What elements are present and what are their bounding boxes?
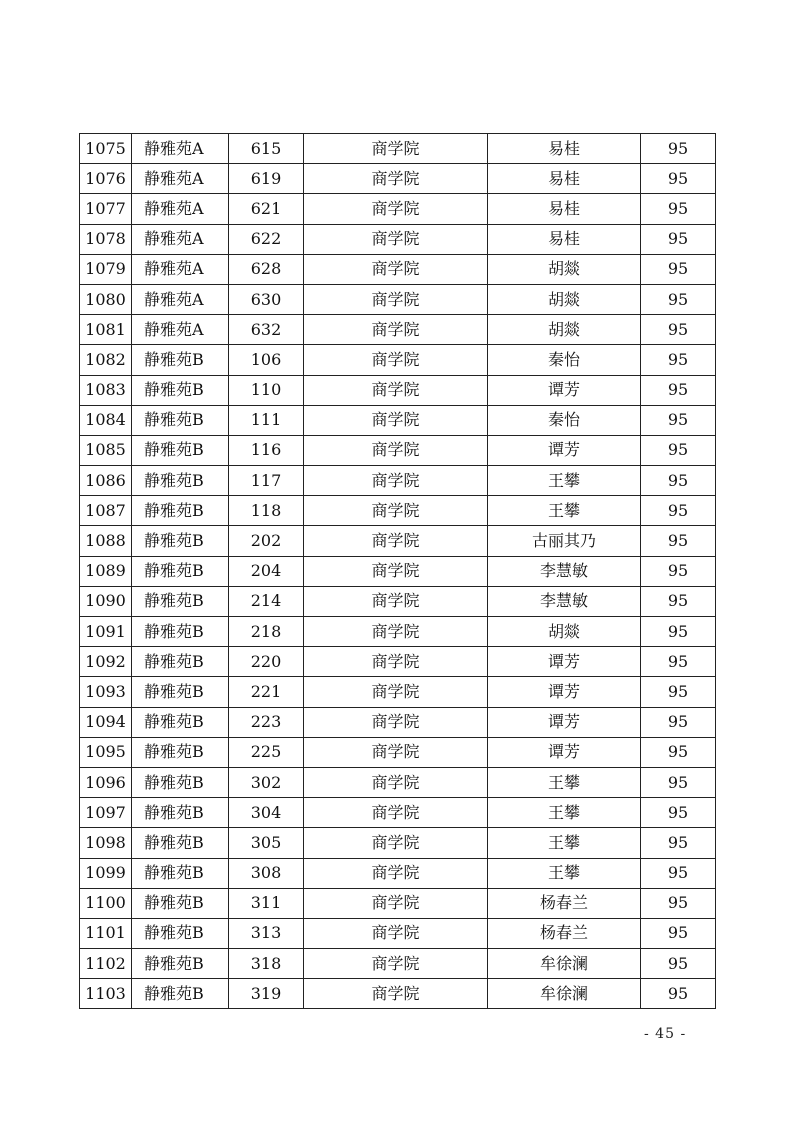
table-row xyxy=(80,617,716,647)
table-row xyxy=(80,134,716,164)
building-cell: 静雅苑B xyxy=(132,466,229,496)
building-cell: 静雅苑B xyxy=(132,737,229,767)
person-in-charge-cell: 胡燚 xyxy=(488,254,641,284)
college-cell: 商学院 xyxy=(304,918,488,948)
college-cell: 商学院 xyxy=(304,466,488,496)
building-cell: 静雅苑B xyxy=(132,677,229,707)
table-row xyxy=(80,888,716,918)
room-number-cell: 220 xyxy=(229,647,304,677)
row-number-cell: 1081 xyxy=(80,315,132,345)
table-body xyxy=(80,134,716,1009)
building-cell: 静雅苑B xyxy=(132,586,229,616)
building-cell: 静雅苑B xyxy=(132,888,229,918)
room-number-cell: 202 xyxy=(229,526,304,556)
score-cell: 95 xyxy=(641,496,716,526)
row-number-cell: 1088 xyxy=(80,526,132,556)
college-cell: 商学院 xyxy=(304,979,488,1009)
person-in-charge-cell: 牟徐澜 xyxy=(488,949,641,979)
score-cell: 95 xyxy=(641,707,716,737)
table-row xyxy=(80,798,716,828)
college-cell: 商学院 xyxy=(304,435,488,465)
room-number-cell: 305 xyxy=(229,828,304,858)
room-number-cell: 116 xyxy=(229,435,304,465)
table-row xyxy=(80,315,716,345)
room-number-cell: 111 xyxy=(229,405,304,435)
table-row xyxy=(80,677,716,707)
college-cell: 商学院 xyxy=(304,315,488,345)
score-cell: 95 xyxy=(641,405,716,435)
score-cell: 95 xyxy=(641,949,716,979)
row-number-cell: 1084 xyxy=(80,405,132,435)
college-cell: 商学院 xyxy=(304,798,488,828)
row-number-cell: 1083 xyxy=(80,375,132,405)
table-row xyxy=(80,284,716,314)
college-cell: 商学院 xyxy=(304,556,488,586)
person-in-charge-cell: 谭芳 xyxy=(488,375,641,405)
table-row xyxy=(80,647,716,677)
person-in-charge-cell: 秦怡 xyxy=(488,405,641,435)
table-row xyxy=(80,949,716,979)
room-number-cell: 117 xyxy=(229,466,304,496)
score-cell: 95 xyxy=(641,134,716,164)
table-row xyxy=(80,918,716,948)
college-cell: 商学院 xyxy=(304,224,488,254)
room-number-cell: 318 xyxy=(229,949,304,979)
building-cell: 静雅苑B xyxy=(132,496,229,526)
row-number-cell: 1101 xyxy=(80,918,132,948)
room-number-cell: 302 xyxy=(229,767,304,797)
room-number-cell: 110 xyxy=(229,375,304,405)
person-in-charge-cell: 谭芳 xyxy=(488,677,641,707)
table-row xyxy=(80,586,716,616)
room-number-cell: 308 xyxy=(229,858,304,888)
college-cell: 商学院 xyxy=(304,737,488,767)
table-row xyxy=(80,526,716,556)
table-row xyxy=(80,858,716,888)
building-cell: 静雅苑B xyxy=(132,798,229,828)
row-number-cell: 1091 xyxy=(80,617,132,647)
college-cell: 商学院 xyxy=(304,586,488,616)
person-in-charge-cell: 谭芳 xyxy=(488,737,641,767)
person-in-charge-cell: 胡燚 xyxy=(488,315,641,345)
person-in-charge-cell: 王攀 xyxy=(488,767,641,797)
table-row xyxy=(80,828,716,858)
building-cell: 静雅苑B xyxy=(132,435,229,465)
person-in-charge-cell: 李慧敏 xyxy=(488,586,641,616)
building-cell: 静雅苑B xyxy=(132,345,229,375)
college-cell: 商学院 xyxy=(304,284,488,314)
score-cell: 95 xyxy=(641,435,716,465)
table-row xyxy=(80,164,716,194)
table-row xyxy=(80,556,716,586)
college-cell: 商学院 xyxy=(304,134,488,164)
table-row xyxy=(80,194,716,224)
row-number-cell: 1094 xyxy=(80,707,132,737)
row-number-cell: 1087 xyxy=(80,496,132,526)
building-cell: 静雅苑B xyxy=(132,556,229,586)
college-cell: 商学院 xyxy=(304,526,488,556)
score-cell: 95 xyxy=(641,858,716,888)
building-cell: 静雅苑A xyxy=(132,284,229,314)
table-row xyxy=(80,345,716,375)
row-number-cell: 1079 xyxy=(80,254,132,284)
building-cell: 静雅苑B xyxy=(132,707,229,737)
room-number-cell: 118 xyxy=(229,496,304,526)
row-number-cell: 1102 xyxy=(80,949,132,979)
row-number-cell: 1097 xyxy=(80,798,132,828)
room-number-cell: 615 xyxy=(229,134,304,164)
row-number-cell: 1099 xyxy=(80,858,132,888)
college-cell: 商学院 xyxy=(304,828,488,858)
score-cell: 95 xyxy=(641,556,716,586)
score-cell: 95 xyxy=(641,798,716,828)
college-cell: 商学院 xyxy=(304,375,488,405)
table-row xyxy=(80,254,716,284)
row-number-cell: 1076 xyxy=(80,164,132,194)
person-in-charge-cell: 王攀 xyxy=(488,496,641,526)
college-cell: 商学院 xyxy=(304,767,488,797)
room-number-cell: 106 xyxy=(229,345,304,375)
college-cell: 商学院 xyxy=(304,707,488,737)
person-in-charge-cell: 谭芳 xyxy=(488,435,641,465)
college-cell: 商学院 xyxy=(304,496,488,526)
building-cell: 静雅苑B xyxy=(132,647,229,677)
row-number-cell: 1098 xyxy=(80,828,132,858)
person-in-charge-cell: 胡燚 xyxy=(488,284,641,314)
row-number-cell: 1103 xyxy=(80,979,132,1009)
building-cell: 静雅苑B xyxy=(132,526,229,556)
score-cell: 95 xyxy=(641,617,716,647)
person-in-charge-cell: 谭芳 xyxy=(488,647,641,677)
row-number-cell: 1096 xyxy=(80,767,132,797)
room-number-cell: 214 xyxy=(229,586,304,616)
room-number-cell: 311 xyxy=(229,888,304,918)
score-cell: 95 xyxy=(641,315,716,345)
score-cell: 95 xyxy=(641,254,716,284)
score-cell: 95 xyxy=(641,345,716,375)
person-in-charge-cell: 谭芳 xyxy=(488,707,641,737)
person-in-charge-cell: 古丽其乃 xyxy=(488,526,641,556)
row-number-cell: 1086 xyxy=(80,466,132,496)
room-number-cell: 313 xyxy=(229,918,304,948)
room-number-cell: 621 xyxy=(229,194,304,224)
table-row xyxy=(80,496,716,526)
table-row xyxy=(80,435,716,465)
row-number-cell: 1080 xyxy=(80,284,132,314)
person-in-charge-cell: 易桂 xyxy=(488,224,641,254)
score-cell: 95 xyxy=(641,224,716,254)
score-cell: 95 xyxy=(641,828,716,858)
college-cell: 商学院 xyxy=(304,677,488,707)
building-cell: 静雅苑A xyxy=(132,134,229,164)
score-cell: 95 xyxy=(641,164,716,194)
table-row xyxy=(80,375,716,405)
person-in-charge-cell: 易桂 xyxy=(488,164,641,194)
score-cell: 95 xyxy=(641,647,716,677)
score-cell: 95 xyxy=(641,375,716,405)
building-cell: 静雅苑B xyxy=(132,405,229,435)
row-number-cell: 1085 xyxy=(80,435,132,465)
college-cell: 商学院 xyxy=(304,888,488,918)
person-in-charge-cell: 易桂 xyxy=(488,134,641,164)
score-cell: 95 xyxy=(641,586,716,616)
building-cell: 静雅苑A xyxy=(132,315,229,345)
building-cell: 静雅苑B xyxy=(132,767,229,797)
room-number-cell: 319 xyxy=(229,979,304,1009)
room-number-cell: 622 xyxy=(229,224,304,254)
table-row xyxy=(80,737,716,767)
person-in-charge-cell: 易桂 xyxy=(488,194,641,224)
room-number-cell: 619 xyxy=(229,164,304,194)
college-cell: 商学院 xyxy=(304,254,488,284)
dorm-inspection-table xyxy=(79,133,716,1009)
room-number-cell: 204 xyxy=(229,556,304,586)
room-number-cell: 628 xyxy=(229,254,304,284)
score-cell: 95 xyxy=(641,767,716,797)
score-cell: 95 xyxy=(641,526,716,556)
person-in-charge-cell: 王攀 xyxy=(488,828,641,858)
person-in-charge-cell: 王攀 xyxy=(488,466,641,496)
building-cell: 静雅苑B xyxy=(132,617,229,647)
person-in-charge-cell: 李慧敏 xyxy=(488,556,641,586)
person-in-charge-cell: 王攀 xyxy=(488,798,641,828)
room-number-cell: 630 xyxy=(229,284,304,314)
college-cell: 商学院 xyxy=(304,405,488,435)
building-cell: 静雅苑A xyxy=(132,254,229,284)
table-row xyxy=(80,405,716,435)
college-cell: 商学院 xyxy=(304,949,488,979)
building-cell: 静雅苑B xyxy=(132,858,229,888)
building-cell: 静雅苑A xyxy=(132,224,229,254)
person-in-charge-cell: 杨春兰 xyxy=(488,918,641,948)
table-row xyxy=(80,224,716,254)
building-cell: 静雅苑B xyxy=(132,979,229,1009)
row-number-cell: 1092 xyxy=(80,647,132,677)
row-number-cell: 1078 xyxy=(80,224,132,254)
score-cell: 95 xyxy=(641,466,716,496)
room-number-cell: 218 xyxy=(229,617,304,647)
person-in-charge-cell: 胡燚 xyxy=(488,617,641,647)
building-cell: 静雅苑B xyxy=(132,375,229,405)
score-cell: 95 xyxy=(641,737,716,767)
college-cell: 商学院 xyxy=(304,345,488,375)
college-cell: 商学院 xyxy=(304,194,488,224)
table-row xyxy=(80,707,716,737)
building-cell: 静雅苑B xyxy=(132,949,229,979)
table-row xyxy=(80,979,716,1009)
room-number-cell: 632 xyxy=(229,315,304,345)
row-number-cell: 1090 xyxy=(80,586,132,616)
building-cell: 静雅苑B xyxy=(132,918,229,948)
room-number-cell: 225 xyxy=(229,737,304,767)
room-number-cell: 304 xyxy=(229,798,304,828)
building-cell: 静雅苑A xyxy=(132,194,229,224)
college-cell: 商学院 xyxy=(304,617,488,647)
college-cell: 商学院 xyxy=(304,858,488,888)
score-cell: 95 xyxy=(641,888,716,918)
score-cell: 95 xyxy=(641,284,716,314)
room-number-cell: 221 xyxy=(229,677,304,707)
building-cell: 静雅苑B xyxy=(132,828,229,858)
row-number-cell: 1089 xyxy=(80,556,132,586)
building-cell: 静雅苑A xyxy=(132,164,229,194)
row-number-cell: 1095 xyxy=(80,737,132,767)
score-cell: 95 xyxy=(641,194,716,224)
score-cell: 95 xyxy=(641,979,716,1009)
person-in-charge-cell: 王攀 xyxy=(488,858,641,888)
table-row xyxy=(80,466,716,496)
row-number-cell: 1100 xyxy=(80,888,132,918)
page-number: - 45 - xyxy=(644,1026,687,1042)
row-number-cell: 1093 xyxy=(80,677,132,707)
person-in-charge-cell: 牟徐澜 xyxy=(488,979,641,1009)
score-cell: 95 xyxy=(641,918,716,948)
person-in-charge-cell: 秦怡 xyxy=(488,345,641,375)
college-cell: 商学院 xyxy=(304,647,488,677)
college-cell: 商学院 xyxy=(304,164,488,194)
score-cell: 95 xyxy=(641,677,716,707)
table-row xyxy=(80,767,716,797)
person-in-charge-cell: 杨春兰 xyxy=(488,888,641,918)
row-number-cell: 1082 xyxy=(80,345,132,375)
room-number-cell: 223 xyxy=(229,707,304,737)
row-number-cell: 1077 xyxy=(80,194,132,224)
row-number-cell: 1075 xyxy=(80,134,132,164)
